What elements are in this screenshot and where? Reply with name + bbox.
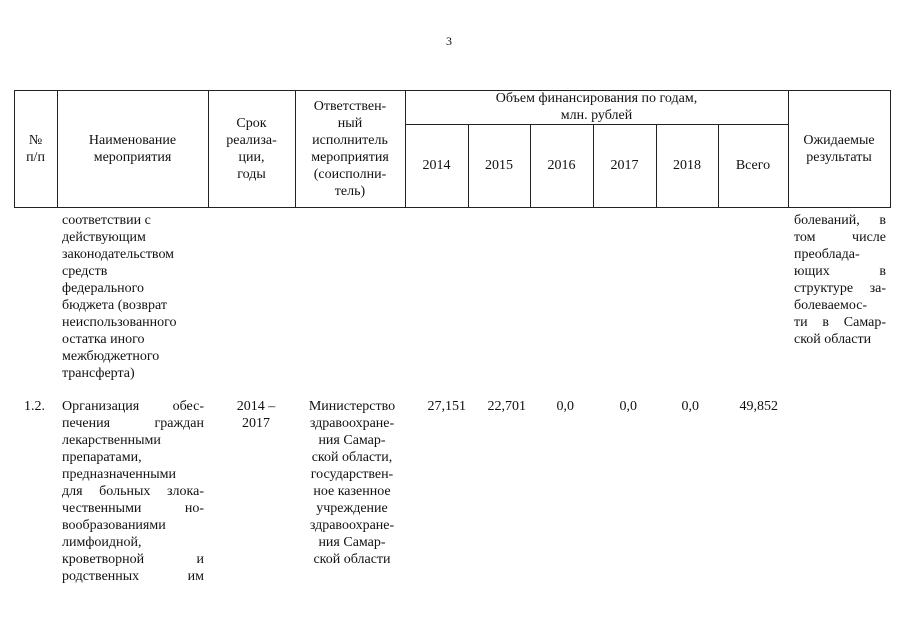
row-number: 1.2.: [24, 399, 45, 414]
row-term: 2014 – 2017: [236, 399, 276, 431]
header-year-2014: 2014: [422, 158, 451, 173]
row-value-2018: 0,0: [681, 399, 699, 414]
header-year-2017: 2017: [610, 158, 639, 173]
header-no: № п/п: [26, 132, 45, 165]
row-name: Организация обес- печения граждан лекарственными препаратами, предназначенными для больных злока- чественными но- вообразованиями лимфоидной, кроветворной и родственных им: [62, 399, 204, 584]
row-value-2016: 0,0: [556, 399, 574, 414]
row-value-2017: 0,0: [619, 399, 637, 414]
row-value-2014: 27,151: [427, 399, 466, 414]
header-funding: Объем финансирования по годам, млн. рублей: [495, 91, 698, 123]
row-value-2015: 22,701: [487, 399, 526, 414]
header-executor: Ответствен- ный исполнитель мероприятия (соисполни- тель): [311, 98, 389, 199]
header-term: Срок реализа- ции, годы: [226, 115, 277, 182]
header-name: Наименование мероприятия: [88, 132, 177, 165]
row-value-total: 49,852: [739, 399, 778, 414]
row-executor: Министерство здравоохране- ния Самар- ской области, государствен- ное казенное учреждение здравоохране- ния Самар- ской области: [308, 399, 396, 567]
continued-name-text: соответствии с действующим законодательством средств федерального бюджета (возврат неиспользованного остатка иного межбюджетного трансферта): [62, 213, 177, 381]
header-results: Ожидаемые результаты: [803, 132, 875, 165]
header-year-2015: 2015: [485, 158, 513, 173]
header-total: Всего: [735, 158, 771, 173]
header-year-2016: 2016: [547, 158, 576, 173]
continued-results-text: болеваний, в том числе преоблада- ющих в структуре за- болеваемос- ти в Самар- ской области: [794, 213, 886, 347]
header-year-2018: 2018: [673, 158, 701, 173]
page-number: 3: [446, 34, 452, 48]
